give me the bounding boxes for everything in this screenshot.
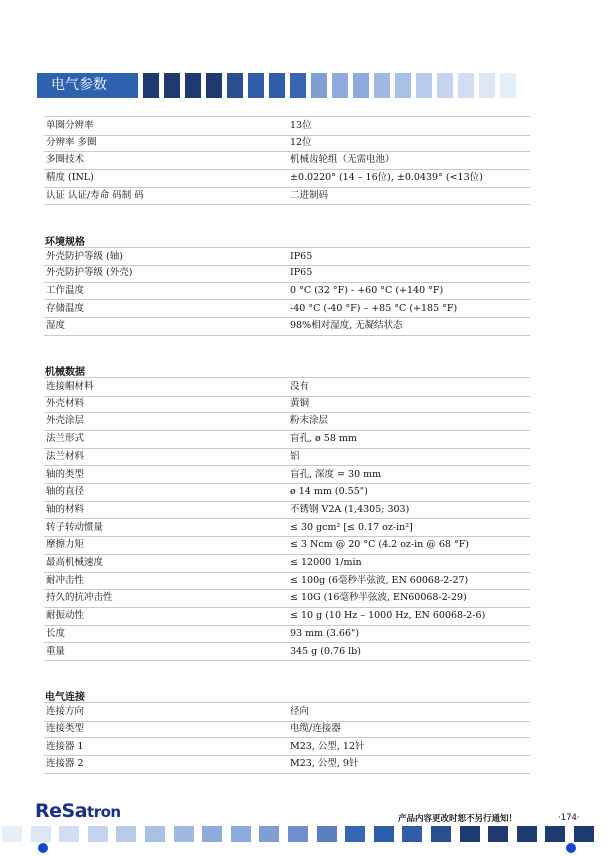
section-title: 环境规格	[45, 236, 85, 248]
spec-value: 盲孔, ø 58 mm	[290, 433, 357, 445]
spec-label: 摩擦力矩	[46, 539, 85, 551]
spec-label: 外壳防护等级 (轴)	[46, 250, 123, 262]
footer-square	[202, 826, 222, 842]
footer-square	[31, 826, 51, 842]
footer-dot-left	[38, 843, 48, 853]
spec-value: ≤ 10G (16毫秒半弦波, EN60068-2-29)	[290, 592, 467, 604]
header-square	[416, 73, 432, 98]
spec-value: 0 °C (32 °F) - +60 °C (+140 °F)	[290, 284, 444, 296]
spec-value: 二进制码	[290, 189, 329, 201]
spec-label: 单圈分辨率	[46, 120, 94, 131]
spec-row	[44, 589, 530, 608]
spec-label: 法兰形式	[46, 433, 85, 445]
spec-value: M23, 公型, 12针	[290, 740, 365, 752]
spec-value: ≤ 3 Ncm @ 20 °C (4.2 oz-in @ 68 °F)	[290, 539, 469, 551]
spec-value: ±0.0220° (14 – 16位), ±0.0439° (<13位)	[290, 172, 483, 184]
spec-value: 不锈钢 V2A (1,4305; 303)	[290, 503, 410, 515]
spec-row	[44, 702, 530, 722]
spec-label: 轴的类型	[46, 468, 85, 480]
spec-row	[44, 151, 530, 170]
footer-square	[431, 826, 451, 842]
header-square	[290, 73, 306, 98]
spec-label: 精度 (INL)	[46, 172, 94, 184]
spec-row	[44, 519, 530, 538]
spec-value: IP65	[290, 267, 313, 279]
spec-row	[44, 264, 530, 283]
header-square	[164, 73, 180, 98]
footer-square	[88, 826, 108, 842]
spec-label: 外壳材料	[46, 397, 85, 409]
footer-square	[259, 826, 279, 842]
footer-dot-right	[566, 843, 576, 853]
footer-decoration	[0, 826, 607, 842]
footer-notice: 产品内容更改时恕不另行通知！	[398, 814, 518, 824]
spec-value: -40 °C (-40 °F) – +85 °C (+185 °F)	[290, 302, 458, 314]
spec-label: 长度	[46, 627, 66, 639]
spec-label: 工作温度	[46, 284, 85, 296]
spec-row	[44, 755, 530, 774]
section-title: 机械数据	[45, 367, 85, 378]
spec-row	[44, 554, 530, 573]
footer-square	[231, 826, 251, 842]
header-square	[311, 73, 327, 98]
footer-square	[145, 826, 165, 842]
spec-row	[44, 501, 530, 520]
footer-square	[116, 826, 136, 842]
spec-value: 径向	[290, 706, 310, 718]
header-title: 电气参数	[37, 73, 138, 98]
spec-label: 连接类型	[46, 722, 85, 734]
footer-square	[545, 826, 565, 842]
header-square	[143, 73, 159, 98]
spec-label: 湿度	[46, 320, 66, 332]
spec-value: 盲孔, 深度 = 30 mm	[290, 468, 382, 480]
spec-value: 机械齿轮组（无需电池）	[290, 154, 395, 166]
spec-row	[44, 247, 530, 267]
spec-row	[44, 625, 530, 644]
spec-value: 13位	[290, 120, 312, 131]
spec-label: 持久的抗冲击性	[46, 592, 113, 604]
spec-row	[44, 116, 530, 136]
spec-value: 没有	[290, 381, 310, 392]
spec-value: 345 g (0.76 lb)	[290, 645, 361, 657]
header-square	[479, 73, 495, 98]
spec-value: M23, 公型, 9针	[290, 758, 359, 770]
spec-value: ≤ 12000 1/min	[290, 557, 362, 568]
footer-square	[402, 826, 422, 842]
footer-square	[174, 826, 194, 842]
spec-value: 12位	[290, 136, 312, 148]
footer-square	[288, 826, 308, 842]
spec-row	[44, 134, 530, 153]
spec-row	[44, 643, 530, 662]
spec-value: 粉末涂层	[290, 415, 329, 427]
header-square	[374, 73, 390, 98]
footer-square	[460, 826, 480, 842]
spec-label: 认证 认证/寿命 码制 码	[46, 189, 144, 201]
spec-value: 98%相对湿度, 无凝结状态	[290, 320, 403, 332]
spec-value: 铝	[290, 450, 300, 462]
spec-label: 耐冲击性	[46, 574, 85, 586]
spec-row	[44, 282, 530, 301]
spec-label: 存储温度	[46, 302, 85, 314]
header-square	[185, 73, 201, 98]
spec-row	[44, 300, 530, 319]
spec-row	[44, 536, 530, 555]
spec-row	[44, 738, 530, 757]
spec-label: 轴的直径	[46, 486, 85, 498]
footer-square	[2, 826, 22, 842]
header-decoration	[143, 73, 516, 98]
spec-row	[44, 483, 530, 502]
header-square	[332, 73, 348, 98]
spec-label: 连接方向	[46, 706, 85, 718]
spec-row	[44, 377, 530, 397]
header-square	[437, 73, 453, 98]
footer-square	[488, 826, 508, 842]
header-square	[206, 73, 222, 98]
spec-value: ≤ 30 gcm² [≤ 0.17 oz-in²]	[290, 521, 413, 533]
spec-label: 法兰材料	[46, 450, 85, 462]
spec-row	[44, 395, 530, 414]
section-title: 电气连接	[45, 692, 85, 704]
spec-label: 最高机械速度	[46, 557, 104, 568]
spec-row	[44, 720, 530, 739]
spec-row	[44, 169, 530, 188]
spec-value: 黄铜	[290, 397, 310, 409]
footer-square	[345, 826, 365, 842]
footer-square	[317, 826, 337, 842]
spec-label: 多圈技术	[46, 154, 85, 166]
spec-label: 外壳涂层	[46, 415, 85, 427]
header-square	[227, 73, 243, 98]
spec-row	[44, 412, 530, 431]
footer-square	[59, 826, 79, 842]
footer-square	[374, 826, 394, 842]
spec-label: 转子转动惯量	[46, 521, 104, 533]
spec-row	[44, 430, 530, 449]
brand-logo: ReSatron	[35, 800, 121, 822]
header-square	[395, 73, 411, 98]
spec-row	[44, 187, 530, 206]
spec-value: ≤ 100g (6毫秒半弦波, EN 60068-2-27)	[290, 574, 469, 586]
section-header	[37, 73, 554, 98]
spec-value: 93 mm (3.66")	[290, 627, 360, 639]
spec-row	[44, 448, 530, 467]
header-square	[269, 73, 285, 98]
spec-row	[44, 607, 530, 626]
page-number: ·174·	[558, 813, 580, 823]
spec-row	[44, 572, 530, 591]
header-square	[500, 73, 516, 98]
spec-row	[44, 317, 530, 336]
header-square	[248, 73, 264, 98]
spec-value: 电缆/连接器	[290, 722, 341, 734]
footer-square	[574, 826, 594, 842]
spec-value: ≤ 10 g (10 Hz – 1000 Hz, EN 60068-2-6)	[290, 610, 486, 622]
spec-label: 分辨率 多圈	[46, 136, 97, 148]
spec-label: 连接器 2	[46, 758, 84, 770]
footer-square	[517, 826, 537, 842]
spec-label: 耐振动性	[46, 610, 85, 622]
spec-label: 连接帽材料	[46, 381, 94, 392]
spec-label: 重量	[46, 645, 66, 657]
spec-label: 轴的材料	[46, 503, 85, 515]
header-square	[353, 73, 369, 98]
spec-row	[44, 466, 530, 485]
spec-value: IP65	[290, 250, 313, 262]
spec-label: 外壳防护等级 (外壳)	[46, 267, 133, 279]
spec-label: 连接器 1	[46, 740, 84, 752]
spec-value: ø 14 mm (0.55")	[290, 486, 368, 498]
header-square	[458, 73, 474, 98]
